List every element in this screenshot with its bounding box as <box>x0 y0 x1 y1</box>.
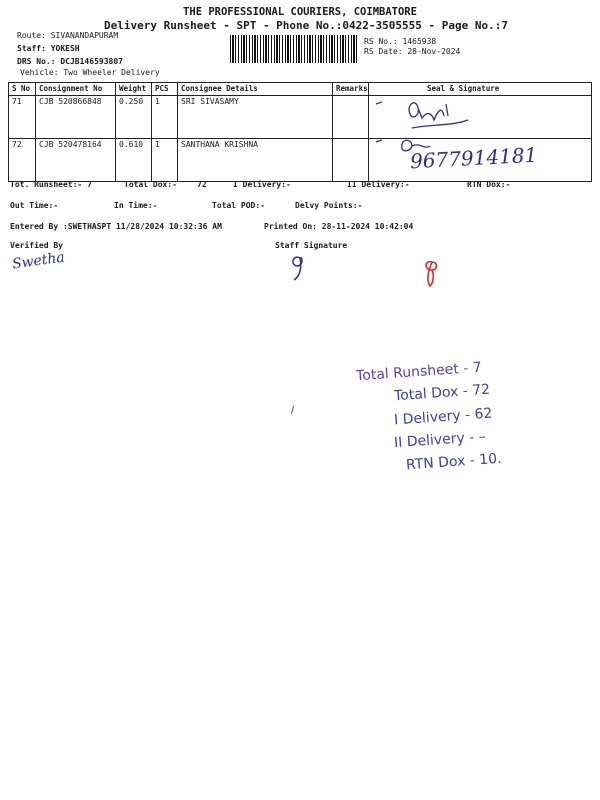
barcode-image <box>230 35 358 63</box>
column-header: Seal & Signature <box>369 83 592 96</box>
column-header: Consignee Details <box>178 83 333 96</box>
weight-cell: 0.610 <box>116 139 152 182</box>
red-ink-mark <box>420 258 444 290</box>
stamp-ii-delivery: II Delivery - – <box>393 428 487 452</box>
consignment-cell: CJB 520866848 <box>36 96 116 139</box>
signature-scribble-1 <box>372 96 492 136</box>
runsheet-title: Delivery Runsheet - SPT - Phone No.:0422-3505555 - Page No.:7 <box>104 19 508 32</box>
rtn-dox-label: RTN Dox:- <box>467 180 511 189</box>
stamp-total-dox: Total Dox - 72 <box>393 381 491 405</box>
total-dox-value: 72 <box>197 180 207 189</box>
pcs-cell: 1 <box>152 139 178 182</box>
consignee-cell: SANTHANA KRISHNA <box>178 139 333 182</box>
stamp-i-delivery: I Delivery - 62 <box>393 405 493 429</box>
verified-by-label: Verified By <box>10 241 63 250</box>
weight-cell: 0.250 <box>116 96 152 139</box>
delvy-points-label: Delvy Points:- <box>295 201 363 210</box>
ii-delivery-label: II Delivery:- <box>347 180 410 189</box>
table-header-row <box>9 83 592 96</box>
printed-on: Printed On: 28-11-2024 10:42:04 <box>264 222 414 231</box>
column-header: PCS <box>152 83 178 96</box>
sno-cell: 71 <box>9 96 36 139</box>
rs-number: RS No.: 1465938 <box>364 37 437 46</box>
stamp-total-runsheet: Total Runsheet - 7 <box>355 359 483 385</box>
staff-signature-scribble <box>284 250 314 284</box>
stamp-rtn-dox: RTN Dox - 10. <box>405 450 503 474</box>
column-header: Consignment No <box>36 83 116 96</box>
table-row <box>9 96 592 139</box>
company-name: THE PROFESSIONAL COURIERS, COIMBATORE <box>183 6 417 18</box>
staff-label: Staff: YOKESH <box>17 44 80 53</box>
stray-mark <box>291 406 294 414</box>
column-header: Remarks <box>333 83 369 96</box>
drs-number: DRS No.: DCJB146593807 <box>17 57 123 66</box>
out-time-label: Out Time:- <box>10 201 59 210</box>
tot-runsheet: Tot. Runsheet:- 7 <box>10 180 92 189</box>
total-dox-label: Total Dox:- <box>124 180 177 189</box>
staff-signature-label: Staff Signature <box>275 241 348 250</box>
vehicle-label: Vehicle: Two Wheeler Delivery <box>20 68 160 77</box>
column-header: S No <box>9 83 36 96</box>
rs-date: RS Date: 28-Nov-2024 <box>364 47 461 56</box>
in-time-label: In Time:- <box>114 201 158 210</box>
i-delivery-label: I Delivery:- <box>233 180 291 189</box>
column-header: Weight <box>116 83 152 96</box>
sno-cell: 72 <box>9 139 36 182</box>
remarks-cell <box>333 96 369 139</box>
remarks-cell <box>333 139 369 182</box>
route-label: Route: SIVANANDAPURAM <box>17 31 119 40</box>
pcs-cell: 1 <box>152 96 178 139</box>
entered-by: Entered By :SWETHASPT 11/28/2024 10:32:36 AM <box>10 222 222 231</box>
handwritten-phone: 9677914181 <box>409 142 538 174</box>
total-pod-label: Total POD:- <box>212 201 265 210</box>
verified-signature: Swetha <box>11 249 66 273</box>
consignment-cell: CJB 520478164 <box>36 139 116 182</box>
consignee-cell: SRI SIVASAMY <box>178 96 333 139</box>
